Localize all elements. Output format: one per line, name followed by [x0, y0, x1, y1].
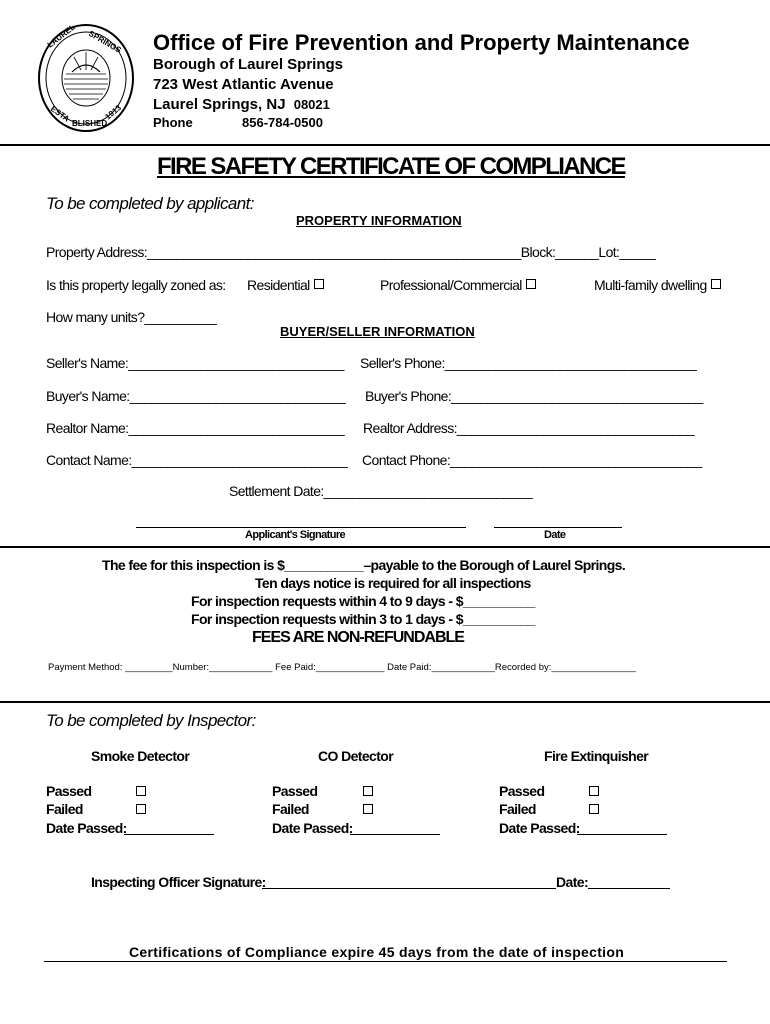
ext-passed-checkbox[interactable]: [589, 786, 599, 796]
ext-date-passed-label: Date Passed:: [499, 820, 580, 836]
city-line: [153, 96, 330, 113]
zip-code: 08021: [293, 97, 330, 112]
officer-signature-line[interactable]: [262, 888, 556, 889]
zoned-question: Is this property legally zoned as:: [46, 277, 226, 293]
smoke-passed-label: Passed: [46, 783, 92, 799]
document-title: FIRE SAFETY CERTIFICATE OF COMPLIANCE: [157, 153, 625, 180]
professional-option[interactable]: [380, 277, 536, 293]
ext-date-passed-line[interactable]: [577, 834, 667, 835]
settlement-date-field[interactable]: Settlement Date:_____________________________: [229, 483, 533, 499]
co-failed-checkbox[interactable]: [363, 804, 373, 814]
smoke-detector-title: Smoke Detector: [91, 748, 190, 764]
svg-text:LAUREL: LAUREL: [45, 22, 77, 50]
sellers-phone-field[interactable]: Seller's Phone:___________________________________: [360, 355, 697, 371]
svg-text:BLISHED: BLISHED: [72, 119, 108, 128]
buyers-phone-field[interactable]: Buyer's Phone:___________________________________: [365, 388, 703, 404]
officer-date-line[interactable]: [588, 888, 670, 889]
co-date-passed-label: Date Passed:: [272, 820, 353, 836]
fee-line: The fee for this inspection is $___________–payable to the Borough of Laurel Springs.: [102, 557, 626, 573]
notice-line: Ten days notice is required for all inspections: [255, 575, 531, 591]
phone-label: Phone: [153, 115, 193, 130]
smoke-failed-label: Failed: [46, 801, 83, 817]
officer-date-label: Date:: [556, 874, 589, 890]
co-failed-label: Failed: [272, 801, 309, 817]
co-date-passed-line[interactable]: [350, 834, 440, 835]
residential-label: Residential: [247, 277, 310, 293]
smoke-date-passed-line[interactable]: [124, 834, 214, 835]
ext-passed-label: Passed: [499, 783, 545, 799]
applicant-signature-line[interactable]: [136, 527, 466, 528]
svg-text:1913: 1913: [103, 103, 123, 122]
non-refundable-notice: FEES ARE NON-REFUNDABLE: [252, 629, 464, 646]
city-state: Laurel Springs, NJ: [153, 96, 286, 113]
property-address-field[interactable]: Property Address:____________________________________________________Block:______Lot:_____: [46, 244, 656, 260]
inspector-intro: To be completed by Inspector:: [46, 711, 256, 730]
realtor-address-field[interactable]: Realtor Address:_________________________________: [363, 420, 695, 436]
fire-extinguisher-title: Fire Extinquisher: [544, 748, 649, 764]
applicant-divider: [0, 546, 770, 548]
three-to-one-fee: For inspection requests within 3 to 1 days - $__________: [191, 611, 535, 627]
property-info-heading: PROPERTY INFORMATION: [296, 213, 462, 228]
header-divider: [0, 144, 770, 146]
multifamily-option[interactable]: [594, 277, 721, 293]
street-address: 723 West Atlantic Avenue: [153, 76, 334, 93]
realtor-name-field[interactable]: Realtor Name:______________________________: [46, 420, 345, 436]
svg-text:SPRINGS: SPRINGS: [87, 28, 123, 55]
co-detector-title: CO Detector: [318, 748, 394, 764]
applicant-date-label: Date: [544, 529, 566, 541]
applicant-signature-label: Applicant's Signature: [245, 529, 346, 541]
multifamily-checkbox[interactable]: [711, 279, 721, 289]
smoke-passed-checkbox[interactable]: [136, 786, 146, 796]
professional-label: Professional/Commercial: [380, 277, 522, 293]
applicant-date-line[interactable]: [494, 527, 622, 528]
ext-failed-label: Failed: [499, 801, 536, 817]
payment-record-line[interactable]: Payment Method: _________Number:____________ Fee Paid:_____________ Date Paid:____________Recorded by:________________: [48, 662, 636, 673]
smoke-date-passed-label: Date Passed:: [46, 820, 127, 836]
residential-checkbox[interactable]: [314, 279, 324, 289]
footer-rule: [44, 961, 727, 962]
residential-option[interactable]: [247, 277, 324, 293]
contact-name-field[interactable]: Contact Name:______________________________: [46, 452, 348, 468]
four-to-nine-fee: For inspection requests within 4 to 9 days - $__________: [191, 593, 535, 609]
phone-number: 856-784-0500: [242, 115, 323, 130]
applicant-intro: To be completed by applicant:: [46, 194, 254, 213]
sellers-name-field[interactable]: Seller's Name:______________________________: [46, 355, 344, 371]
borough-name: Borough of Laurel Springs: [153, 56, 343, 73]
multifamily-label: Multi-family dwelling: [594, 277, 707, 293]
smoke-failed-checkbox[interactable]: [136, 804, 146, 814]
buyers-name-field[interactable]: Buyer's Name:______________________________: [46, 388, 346, 404]
svg-text:ESTA: ESTA: [48, 104, 72, 124]
buyer-seller-heading: BUYER/SELLER INFORMATION: [280, 324, 475, 339]
contact-phone-field[interactable]: Contact Phone:___________________________________: [362, 452, 702, 468]
fees-divider: [0, 701, 770, 703]
units-field[interactable]: How many units?__________: [46, 309, 217, 325]
officer-signature-label: Inspecting Officer Signature:: [91, 874, 266, 890]
office-title: Office of Fire Prevention and Property Maintenance: [153, 30, 690, 55]
co-passed-checkbox[interactable]: [363, 786, 373, 796]
co-passed-label: Passed: [272, 783, 318, 799]
borough-seal: [36, 22, 136, 134]
ext-failed-checkbox[interactable]: [589, 804, 599, 814]
professional-checkbox[interactable]: [526, 279, 536, 289]
expiry-notice: Certifications of Compliance expire 45 days from the date of inspection: [129, 944, 625, 960]
